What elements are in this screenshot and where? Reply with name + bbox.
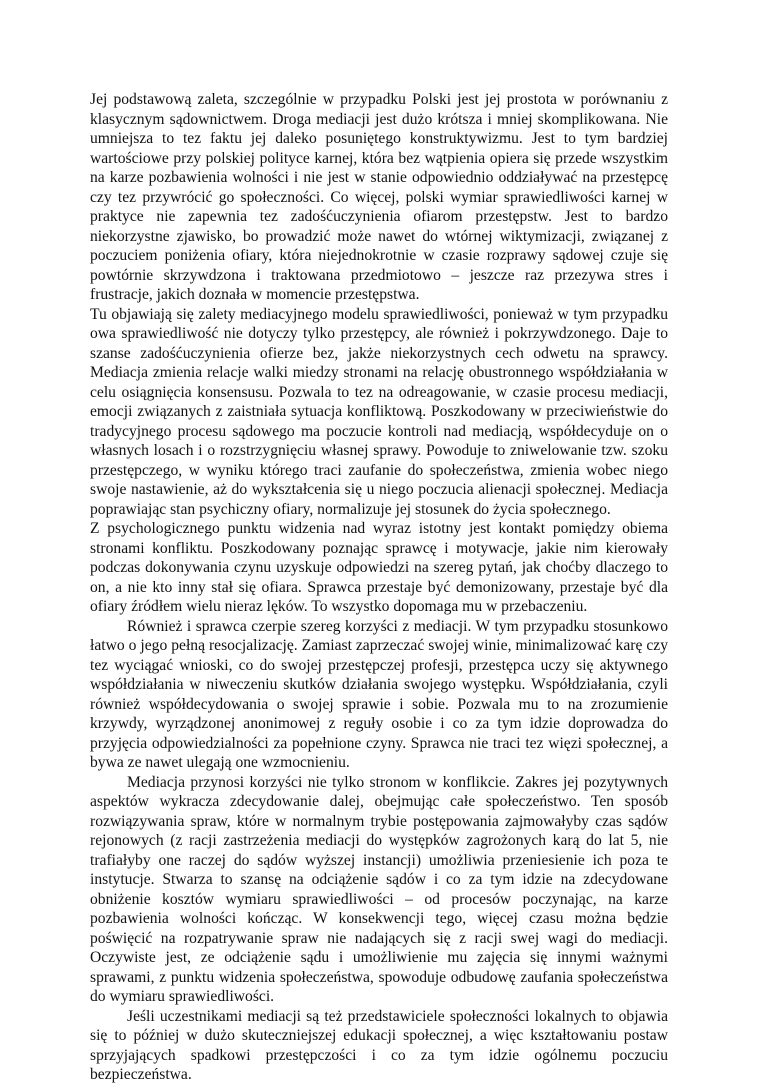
paragraph-3: Z psychologicznego punktu widzenia nad wyraz istotny jest kontakt pomiędzy obiema stronami konfliktu. Poszkodowany poznając sprawcę i motywacje, jakie nim kierowały podczas dokonywania czynu uzyskuje odpowiedzi na szereg pytań, jak choćby dlaczego to on, a nie kto inny stał się ofiara. Sprawca przestaje być demonizowany, przestaje być dla ofiary źródłem wielu nieraz lęków. To wszystko dopomaga mu w przebaczeniu.: [90, 520, 668, 615]
paragraph-1: Jej podstawową zaleta, szczególnie w przypadku Polski jest jej prostota w porównaniu z klasycznym sądownictwem. Droga mediacji jest dużo krótsza i mniej skomplikowana. Nie umniejsza to tez faktu jej daleko posuniętego konstruktywizmu. Jest to tym bardziej wartościowe przy polskiej polityce karnej, która bez wątpienia opiera się przede wszystkim na karze pozbawienia wolności i nie jest w stanie odpowiednio oddziaływać na przestępcę czy tez przywrócić go społeczności. Co więcej, polski wymiar sprawiedliwości karnej w praktyce nie zapewnia tez zadośćuczynienia ofiarom przestępstw. Jest to bardzo niekorzystne zjawisko, bo prowadzić może nawet do wtórnej wiktymizacji, związanej z poczuciem poniżenia ofiary, która niejednokrotnie w czasie rozprawy sądowej czuje się powtórnie skrzywdzona i traktowana przedmiotowo – jeszcze raz przezywa stres i frustracje, jakich doznała w momencie przestępstwa.: [90, 91, 668, 303]
paragraph-4: Również i sprawca czerpie szereg korzyści z mediacji. W tym przypadku stosunkowo łatwo o jego pełną resocjalizację. Zamiast zaprzeczać swojej winie, minimalizować karę czy tez wyciągać wnioski, co do swojej przestępczej profesji, przestępca uczy się aktywnego współdziałania w niweczeniu skutków działania swojego występku. Współdziałania, czyli również współdecydowania o swojej sprawie i sobie. Pozwala mu to na zrozumienie krzywdy, wyrządzonej anonimowej z reguły osobie i co za tym idzie doprowadza do przyjęcia odpowiedzialności za popełnione czyny. Sprawca nie traci tez więzi społecznej, a bywa ze nawet ulegają one wzmocnieniu.: [90, 617, 668, 771]
document-page: [90, 90, 668, 1085]
paragraph-5: Mediacja przynosi korzyści nie tylko stronom w konflikcie. Zakres jej pozytywnych aspektów wykracza zdecydowanie dalej, obejmując całe społeczeństwo. Ten sposób rozwiązywania spraw, które w normalnym trybie postępowania zajmowałyby czas sądów rejonowych (z racji zastrzeżenia mediacji do występków zagrożonych karą do lat 5, nie trafiałyby one raczej do sądów wyższej instancji) umożliwia przeniesienie ich poza te instytucje. Stwarza to szansę na odciążenie sądów i co za tym idzie na zdecydowane obniżenie kosztów wymiaru sprawiedliwości – od procesów poczynając, na karze pozbawienia wolności kończąc. W konsekwencji tego, więcej czasu można będzie poświęcić na rozpatrywanie spraw nie nadających się z racji swej wagi do mediacji. Oczywiste jest, ze odciążenie sądu i umożliwienie mu zajęcia się innymi ważnymi sprawami, z punktu widzenia społeczeństwa, spowoduje odbudowę zaufania społeczeństwa do wymiaru sprawiedliwości.: [90, 773, 668, 1005]
paragraph-2: Tu objawiają się zalety mediacyjnego modelu sprawiedliwości, ponieważ w tym przypadku owa sprawiedliwość nie dotyczy tylko przestępcy, ale również i pokrzywdzonego. Daje to szanse zadośćuczynienia ofierze bez, jakże niekorzystnych cech odwetu na sprawcy. Mediacja zmienia relacje walki miedzy stronami na relację obustronnego współdziałania w celu osiągnięcia konsensusu. Pozwala to tez na odreagowanie, w czasie procesu mediacji, emocji związanych z zaistniała sytuacja konfliktową. Poszkodowany w przeciwieństwie do tradycyjnego procesu sądowego ma poczucie kontroli nad mediacją, współdecyduje on o własnych losach i o rozstrzygnięciu własnej sprawy. Powoduje to zniwelowanie tzw. szoku przestępczego, w wyniku którego traci zaufanie do społeczeństwa, zmienia wobec niego swoje nastawienie, aż do wykształcenia się u niego poczucia alienacji społecznej. Mediacja poprawiając stan psychiczny ofiary, normalizuje jej stosunek do życia społecznego.: [90, 305, 668, 518]
paragraph-6: Jeśli uczestnikami mediacji są też przedstawiciele społeczności lokalnych to objawia się to później w dużo skuteczniejszej edukacji społecznej, a więc kształtowaniu postaw sprzyjających spadkowi przestępczości i co za tym idzie ogólnemu poczuciu bezpieczeństwa.: [90, 1007, 668, 1083]
